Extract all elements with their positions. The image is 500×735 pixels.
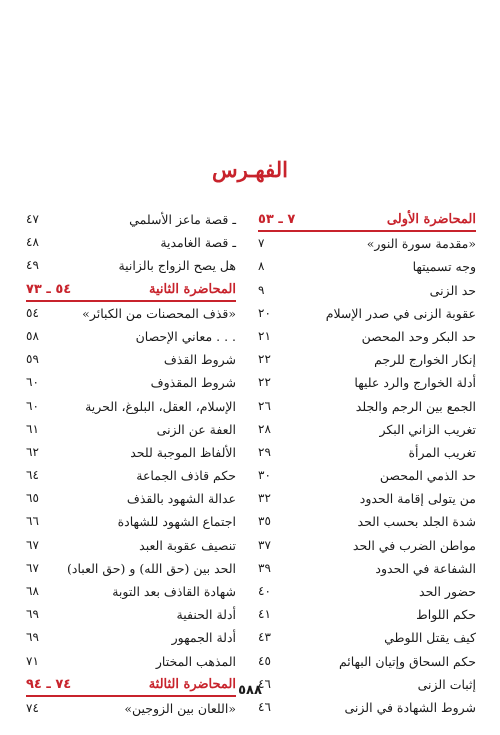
entry-title: حد الزنى xyxy=(429,282,476,298)
entry-page-number: ٦٠ xyxy=(26,398,39,413)
entry-title: حد البكر وحد المحصن xyxy=(361,328,476,344)
entry-page-number: ٤٨ xyxy=(26,235,39,250)
entry-page-number: ٥٤ ـ ٧٣ xyxy=(26,281,72,297)
index-entry xyxy=(258,534,476,557)
entry-title: ـ قصة الغامدية xyxy=(160,235,236,251)
entry-title: حضور الحد xyxy=(419,584,476,599)
entry-title: شهادة القاذف بعد التوبة xyxy=(112,584,236,599)
index-entry xyxy=(258,557,476,580)
entry-page-number: ٦٥ xyxy=(26,491,39,506)
index-entry xyxy=(258,418,476,441)
index-entry xyxy=(26,534,236,557)
entry-title: شروط القذف xyxy=(163,352,236,368)
entry-page-number: ٣٥ xyxy=(258,514,271,529)
index-entry xyxy=(258,232,476,255)
entry-page-number: ٩ xyxy=(258,282,265,297)
entry-page-number: ٤٥ xyxy=(258,653,271,668)
index-entry xyxy=(26,697,236,720)
entry-title: الحد بين (حق الله) و (حق العباد) xyxy=(67,560,236,576)
index-entry xyxy=(26,325,236,348)
entry-title: الإسلام، العقل، البلوغ، الحرية xyxy=(85,398,236,414)
entry-page-number: ٢٨ xyxy=(258,421,271,436)
index-entry xyxy=(258,279,476,302)
entry-title: حكم السحاق وإتيان البهائم xyxy=(338,653,476,669)
entry-title: العفة عن الزنى xyxy=(156,421,236,437)
entry-page-number: ٣٧ xyxy=(258,537,271,552)
entry-page-number: ٢٢ xyxy=(258,375,271,390)
entry-title: عقوبة الزنى في صدر الإسلام xyxy=(325,305,476,321)
entry-title: الشفاعة في الحدود xyxy=(375,560,476,576)
entry-page-number: ٢٦ xyxy=(258,398,271,413)
entry-title: تغريب المرأة xyxy=(408,444,476,460)
entry-title: الألفاظ الموجبة للحد xyxy=(130,444,236,460)
lecture-heading: المحاضرة الأولى xyxy=(386,212,476,227)
entry-title: وجه تسميتها xyxy=(412,259,476,275)
entry-title: «قذف المحصنات من الكبائر» xyxy=(82,305,236,321)
page-number: ٥٨٨ xyxy=(238,683,262,698)
index-title: الفهـرس xyxy=(212,157,288,182)
entry-page-number: ٤٩ xyxy=(26,258,39,273)
index-entry xyxy=(258,696,476,719)
entry-page-number: ٥٨ xyxy=(26,328,39,343)
entry-title: «مقدمة سورة النور» xyxy=(366,236,476,252)
index-entry xyxy=(26,557,236,580)
index-column-left xyxy=(26,208,236,720)
index-entry xyxy=(26,603,236,626)
index-entry xyxy=(258,510,476,533)
entry-title: عدالة الشهود بالقذف xyxy=(126,491,236,507)
index-column-right xyxy=(258,208,476,719)
entry-page-number: ٨ xyxy=(258,259,265,274)
entry-page-number: ٦٦ xyxy=(26,514,39,529)
index-entry xyxy=(258,487,476,510)
entry-title: شروط المقذوف xyxy=(150,375,236,391)
index-entry xyxy=(258,325,476,348)
entry-page-number: ٧١ xyxy=(26,653,39,668)
entry-title: إنكار الخوارج للرجم xyxy=(374,352,476,368)
entry-page-number: ٣٩ xyxy=(258,560,271,575)
entry-page-number: ٤٠ xyxy=(258,584,271,598)
entry-page-number: ٦٨ xyxy=(26,584,39,598)
entry-title: المذهب المختار xyxy=(155,653,236,669)
entry-page-number: ٦٤ xyxy=(26,468,39,483)
entry-title: إثبات الزنى xyxy=(417,676,476,692)
lecture-heading: المحاضرة الثالثة xyxy=(148,676,236,692)
entry-page-number: ٥٩ xyxy=(26,352,39,367)
entry-title: أدلة الجمهور xyxy=(171,630,236,646)
entry-title: أدلة الحنفية xyxy=(176,607,236,623)
entry-page-number: ٤٦ xyxy=(258,699,271,714)
index-entry xyxy=(26,418,236,441)
entry-title: أدلة الخوارج والرد عليها xyxy=(354,375,476,391)
entry-page-number: ٦٩ xyxy=(26,607,39,622)
entry-page-number: ٢٩ xyxy=(258,444,271,459)
entry-title: «اللعان بين الزوجين» xyxy=(124,700,236,716)
entry-page-number: ٣٢ xyxy=(258,491,271,506)
index-entry xyxy=(26,487,236,510)
entry-page-number: ٦٠ xyxy=(26,375,39,390)
index-entry xyxy=(258,255,476,278)
index-entry xyxy=(26,441,236,464)
entry-page-number: ٢١ xyxy=(258,328,271,343)
entry-page-number: ٤٧ xyxy=(26,212,39,226)
entry-title: . . . معاني الإحصان xyxy=(135,328,236,344)
index-entry xyxy=(26,348,236,371)
lecture-heading: المحاضرة الثانية xyxy=(149,281,236,297)
index-entry xyxy=(258,371,476,394)
entry-title: حكم اللواط xyxy=(416,607,476,623)
entry-title: شدة الجلد بحسب الحد xyxy=(357,514,476,530)
entry-page-number: ٧٤ xyxy=(26,700,39,715)
index-entry xyxy=(26,626,236,649)
entry-page-number: ٤١ xyxy=(258,607,271,622)
entry-title: هل يصح الزواج بالزانية xyxy=(118,258,236,274)
index-entry xyxy=(258,302,476,325)
entry-title: تغريب الزاني البكر xyxy=(379,421,476,437)
index-entry xyxy=(26,580,236,603)
entry-title: الجمع بين الرجم والجلد xyxy=(355,398,476,414)
entry-page-number: ٦٧ xyxy=(26,537,39,552)
index-entry xyxy=(258,650,476,673)
entry-page-number: ٥٤ xyxy=(26,305,39,320)
entry-title: حكم قاذف الجماعة xyxy=(136,468,236,484)
entry-page-number: ٧ xyxy=(258,236,265,251)
index-entry xyxy=(258,441,476,464)
index-entry xyxy=(26,254,236,277)
lecture-heading-row xyxy=(26,278,236,301)
index-entry xyxy=(26,371,236,394)
index-entry xyxy=(258,348,476,371)
index-entry xyxy=(26,302,236,325)
index-entry xyxy=(26,395,236,418)
entry-page-number: ٦١ xyxy=(26,421,39,436)
entry-page-number: ٢٠ xyxy=(258,305,271,320)
entry-title: حد الذمي المحصن xyxy=(379,468,476,484)
lecture-heading-row xyxy=(258,208,476,231)
index-entry xyxy=(258,464,476,487)
entry-title: شروط الشهادة في الزنى xyxy=(344,699,476,715)
entry-title: كيف يقتل اللوطي xyxy=(384,630,476,646)
entry-page-number: ٤٣ xyxy=(258,630,271,645)
index-entry xyxy=(26,208,236,231)
entry-page-number: ٦٢ xyxy=(26,444,39,459)
entry-title: من يتولى إقامة الحدود xyxy=(359,491,476,507)
entry-page-number: ٧ ـ ٥٣ xyxy=(258,212,296,227)
index-entry xyxy=(258,395,476,418)
index-entry xyxy=(26,510,236,533)
entry-page-number: ٦٩ xyxy=(26,630,39,645)
index-entry xyxy=(258,626,476,649)
index-entry xyxy=(26,464,236,487)
entry-page-number: ٢٢ xyxy=(258,352,271,367)
index-entry xyxy=(26,231,236,254)
entry-title: ـ قصة ماعز الأسلمي xyxy=(129,212,236,227)
entry-page-number: ٤٦ xyxy=(258,676,271,691)
entry-title: تنصيف عقوبة العبد xyxy=(139,537,236,553)
entry-page-number: ٧٤ ـ ٩٤ xyxy=(26,676,72,692)
index-entry xyxy=(258,603,476,626)
entry-page-number: ٣٠ xyxy=(258,468,271,483)
entry-page-number: ٦٧ xyxy=(26,560,39,575)
index-entry xyxy=(26,650,236,673)
entry-title: اجتماع الشهود للشهادة xyxy=(117,514,236,530)
index-entry xyxy=(258,580,476,603)
entry-title: مواطن الضرب في الحد xyxy=(352,537,476,553)
